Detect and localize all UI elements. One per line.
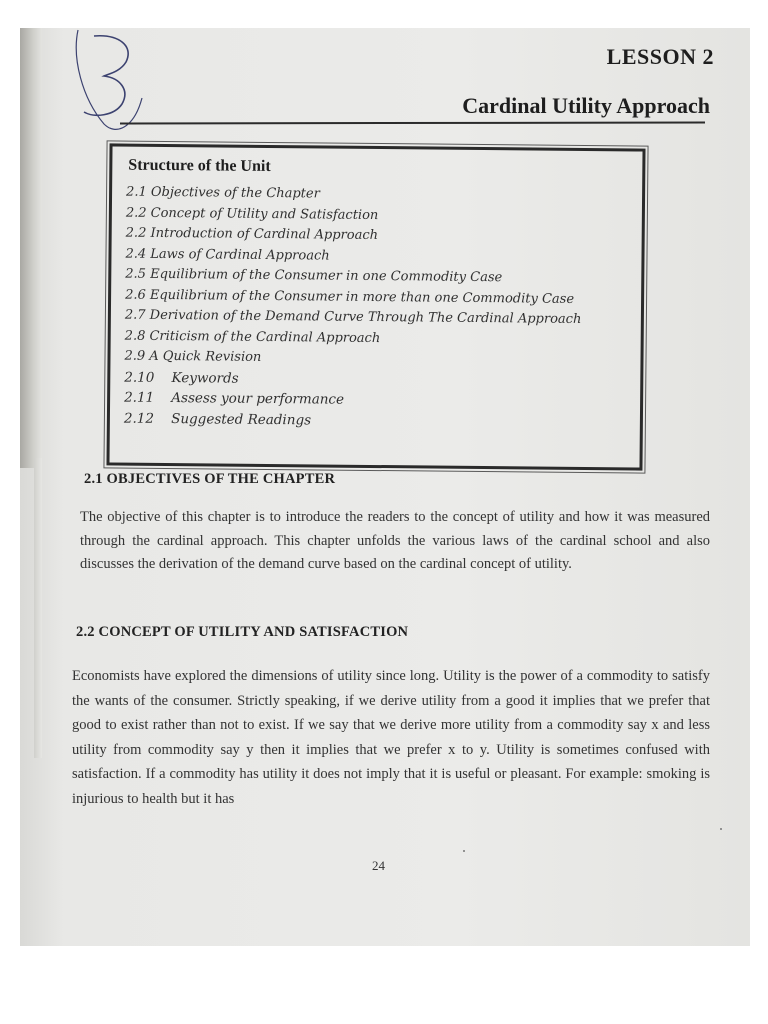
list-item: 2.5 Equilibrium of the Consumer in one Commodity Case [125, 266, 503, 286]
list-item: 2.9 A Quick Revision [124, 348, 262, 365]
list-item: 2.10 Keywords [124, 369, 239, 387]
list-item: 2.6 Equilibrium of the Consumer in more than one Commodity Case [125, 287, 575, 307]
lesson-label: LESSON 2 [606, 44, 714, 69]
concept-paragraph: Economists have explored the dimensions of utility since long. Utility is the power of a commodity to satisfy the wants of the consumer. Strictly speaking, if we derive utility from a good it implies that we prefer that good to exist rather than not to exist. If we say that we derive more utility from a commodity say x and less utility from commodity say y then it implies that we prefer x to y. Utility is sometimes confused with satisfaction. If a commodity has utility it does not imply that it is useful or pleasant. For example: smoking is injurious to health but it has [72, 668, 710, 807]
paper-speck [463, 850, 465, 852]
section-heading-concept: 2.2 CONCEPT OF UTILITY AND SATISFACTION [76, 624, 409, 640]
page-binding-strip [34, 458, 42, 758]
chapter-title: Cardinal Utility Approach [462, 93, 710, 118]
list-item: 2.2 Concept of Utility and Satisfaction [125, 205, 379, 223]
section-heading-objectives: 2.1 OBJECTIVES OF THE CHAPTER [84, 471, 336, 487]
list-item: 2.1 Objectives of the Chapter [126, 184, 320, 202]
list-item: 2.2 Introduction of Cardinal Approach [125, 225, 379, 244]
list-item: 2.7 Derivation of the Demand Curve Through The Cardinal Approach [124, 307, 582, 327]
paper-speck [720, 828, 722, 830]
unit-structure-box [106, 143, 645, 470]
list-item: 2.4 Laws of Cardinal Approach [125, 246, 330, 264]
unit-structure-heading: Structure of the Unit [128, 156, 271, 175]
objectives-paragraph: The objective of this chapter is to introduce the readers to the concept of utility and how it was measured through the cardinal approach. This chapter unfolds the various laws of the cardinal school and also discusses the derivation of the demand curve based on the cardinal concept of utility. [80, 509, 710, 572]
unit-structure-list [124, 185, 583, 435]
title-underline [120, 121, 705, 124]
page-number: 24 [372, 858, 385, 873]
list-item: 2.8 Criticism of the Cardinal Approach [124, 328, 381, 346]
list-item: 2.11 Assess your performance [124, 389, 345, 408]
page-binding-edge [20, 28, 42, 468]
book-page [20, 28, 750, 946]
list-item: 2.12 Suggested Readings [123, 410, 312, 428]
